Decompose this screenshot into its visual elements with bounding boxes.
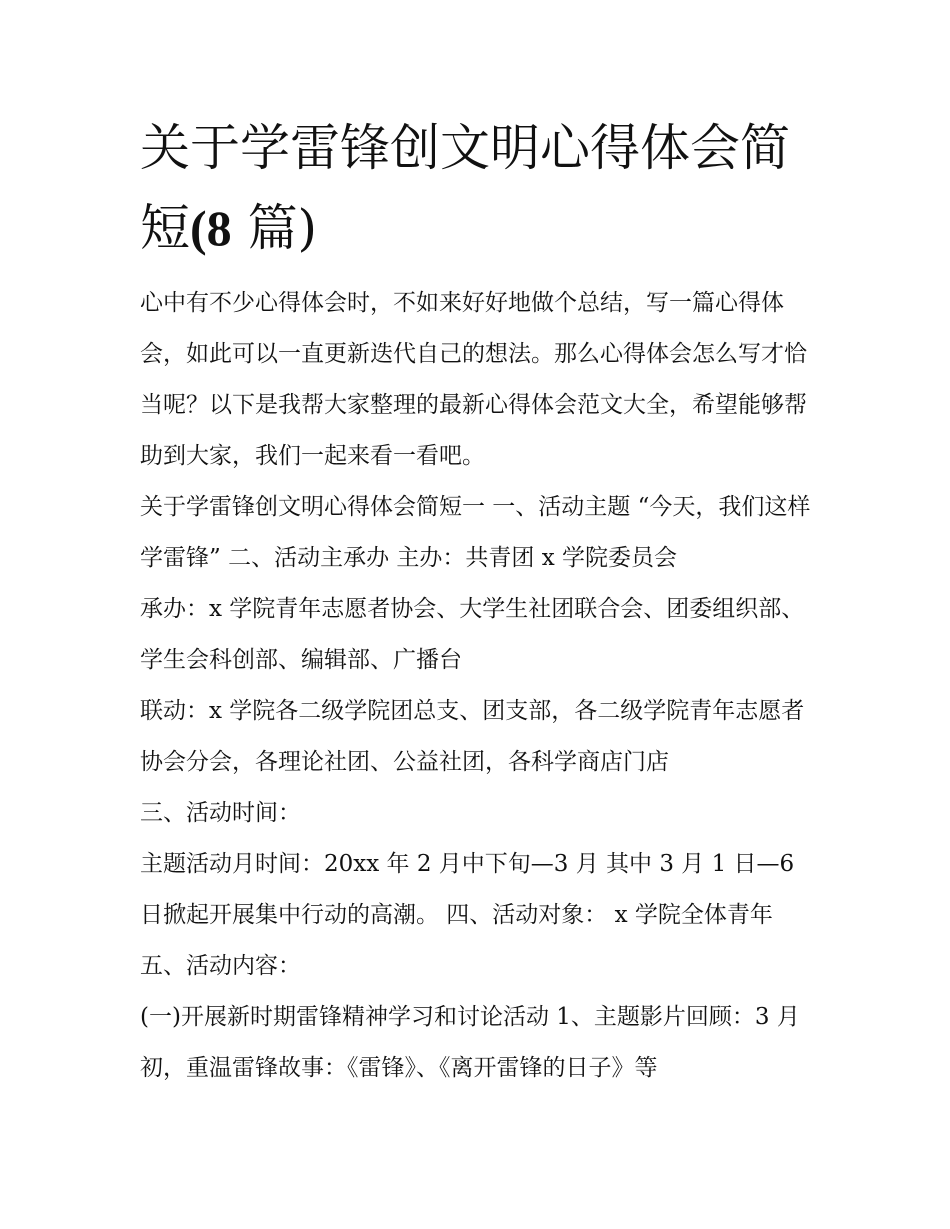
- paragraph-activity-theme: 关于学雷锋创文明心得体会简短一 一、活动主题 “今天，我们这样学雷锋” 二、活动主承办 主办：共青团 x 学院委员会: [140, 494, 811, 571]
- paragraph-schedule: 主题活动月时间：20xx 年 2 月中下旬—3 月 其中 3 月 1 日—6 日掀起开展集中行动的高潮。 四、活动对象： x 学院全体青年 五、活动内容：: [140, 851, 795, 979]
- paragraph-organizers: 承办：x 学院青年志愿者协会、大学生社团联合会、团委组织部、学生会科创部、编辑部、广播台: [140, 596, 805, 673]
- document-title: [140, 108, 820, 268]
- title-suffix: 篇): [247, 199, 318, 257]
- document-body: [140, 108, 820, 1094]
- paragraph-content: (一)开展新时期雷锋精神学习和讨论活动 1、主题影片回顾：3 月初，重温雷锋故事：《雷锋》、《离开雷锋的日子》等: [140, 1004, 800, 1081]
- title-count: (8: [190, 200, 232, 256]
- paragraph-partners: 联动：x 学院各二级学院团总支、团支部，各二级学院青年志愿者协会分会，各理论社团、公益社团，各科学商店门店: [140, 698, 805, 775]
- intro-paragraph: 心中有不少心得体会时，不如来好好地做个总结，写一篇心得体会，如此可以一直更新迭代自己的想法。那么心得体会怎么写才恰当呢？以下是我帮大家整理的最新心得体会范文大全，希望能够帮助到大家，我们一起来看一看吧。: [140, 290, 807, 469]
- title-text: 关于学雷锋创文明心得体会简短: [140, 119, 790, 257]
- paragraph-time-heading: 三、活动时间：: [140, 800, 301, 826]
